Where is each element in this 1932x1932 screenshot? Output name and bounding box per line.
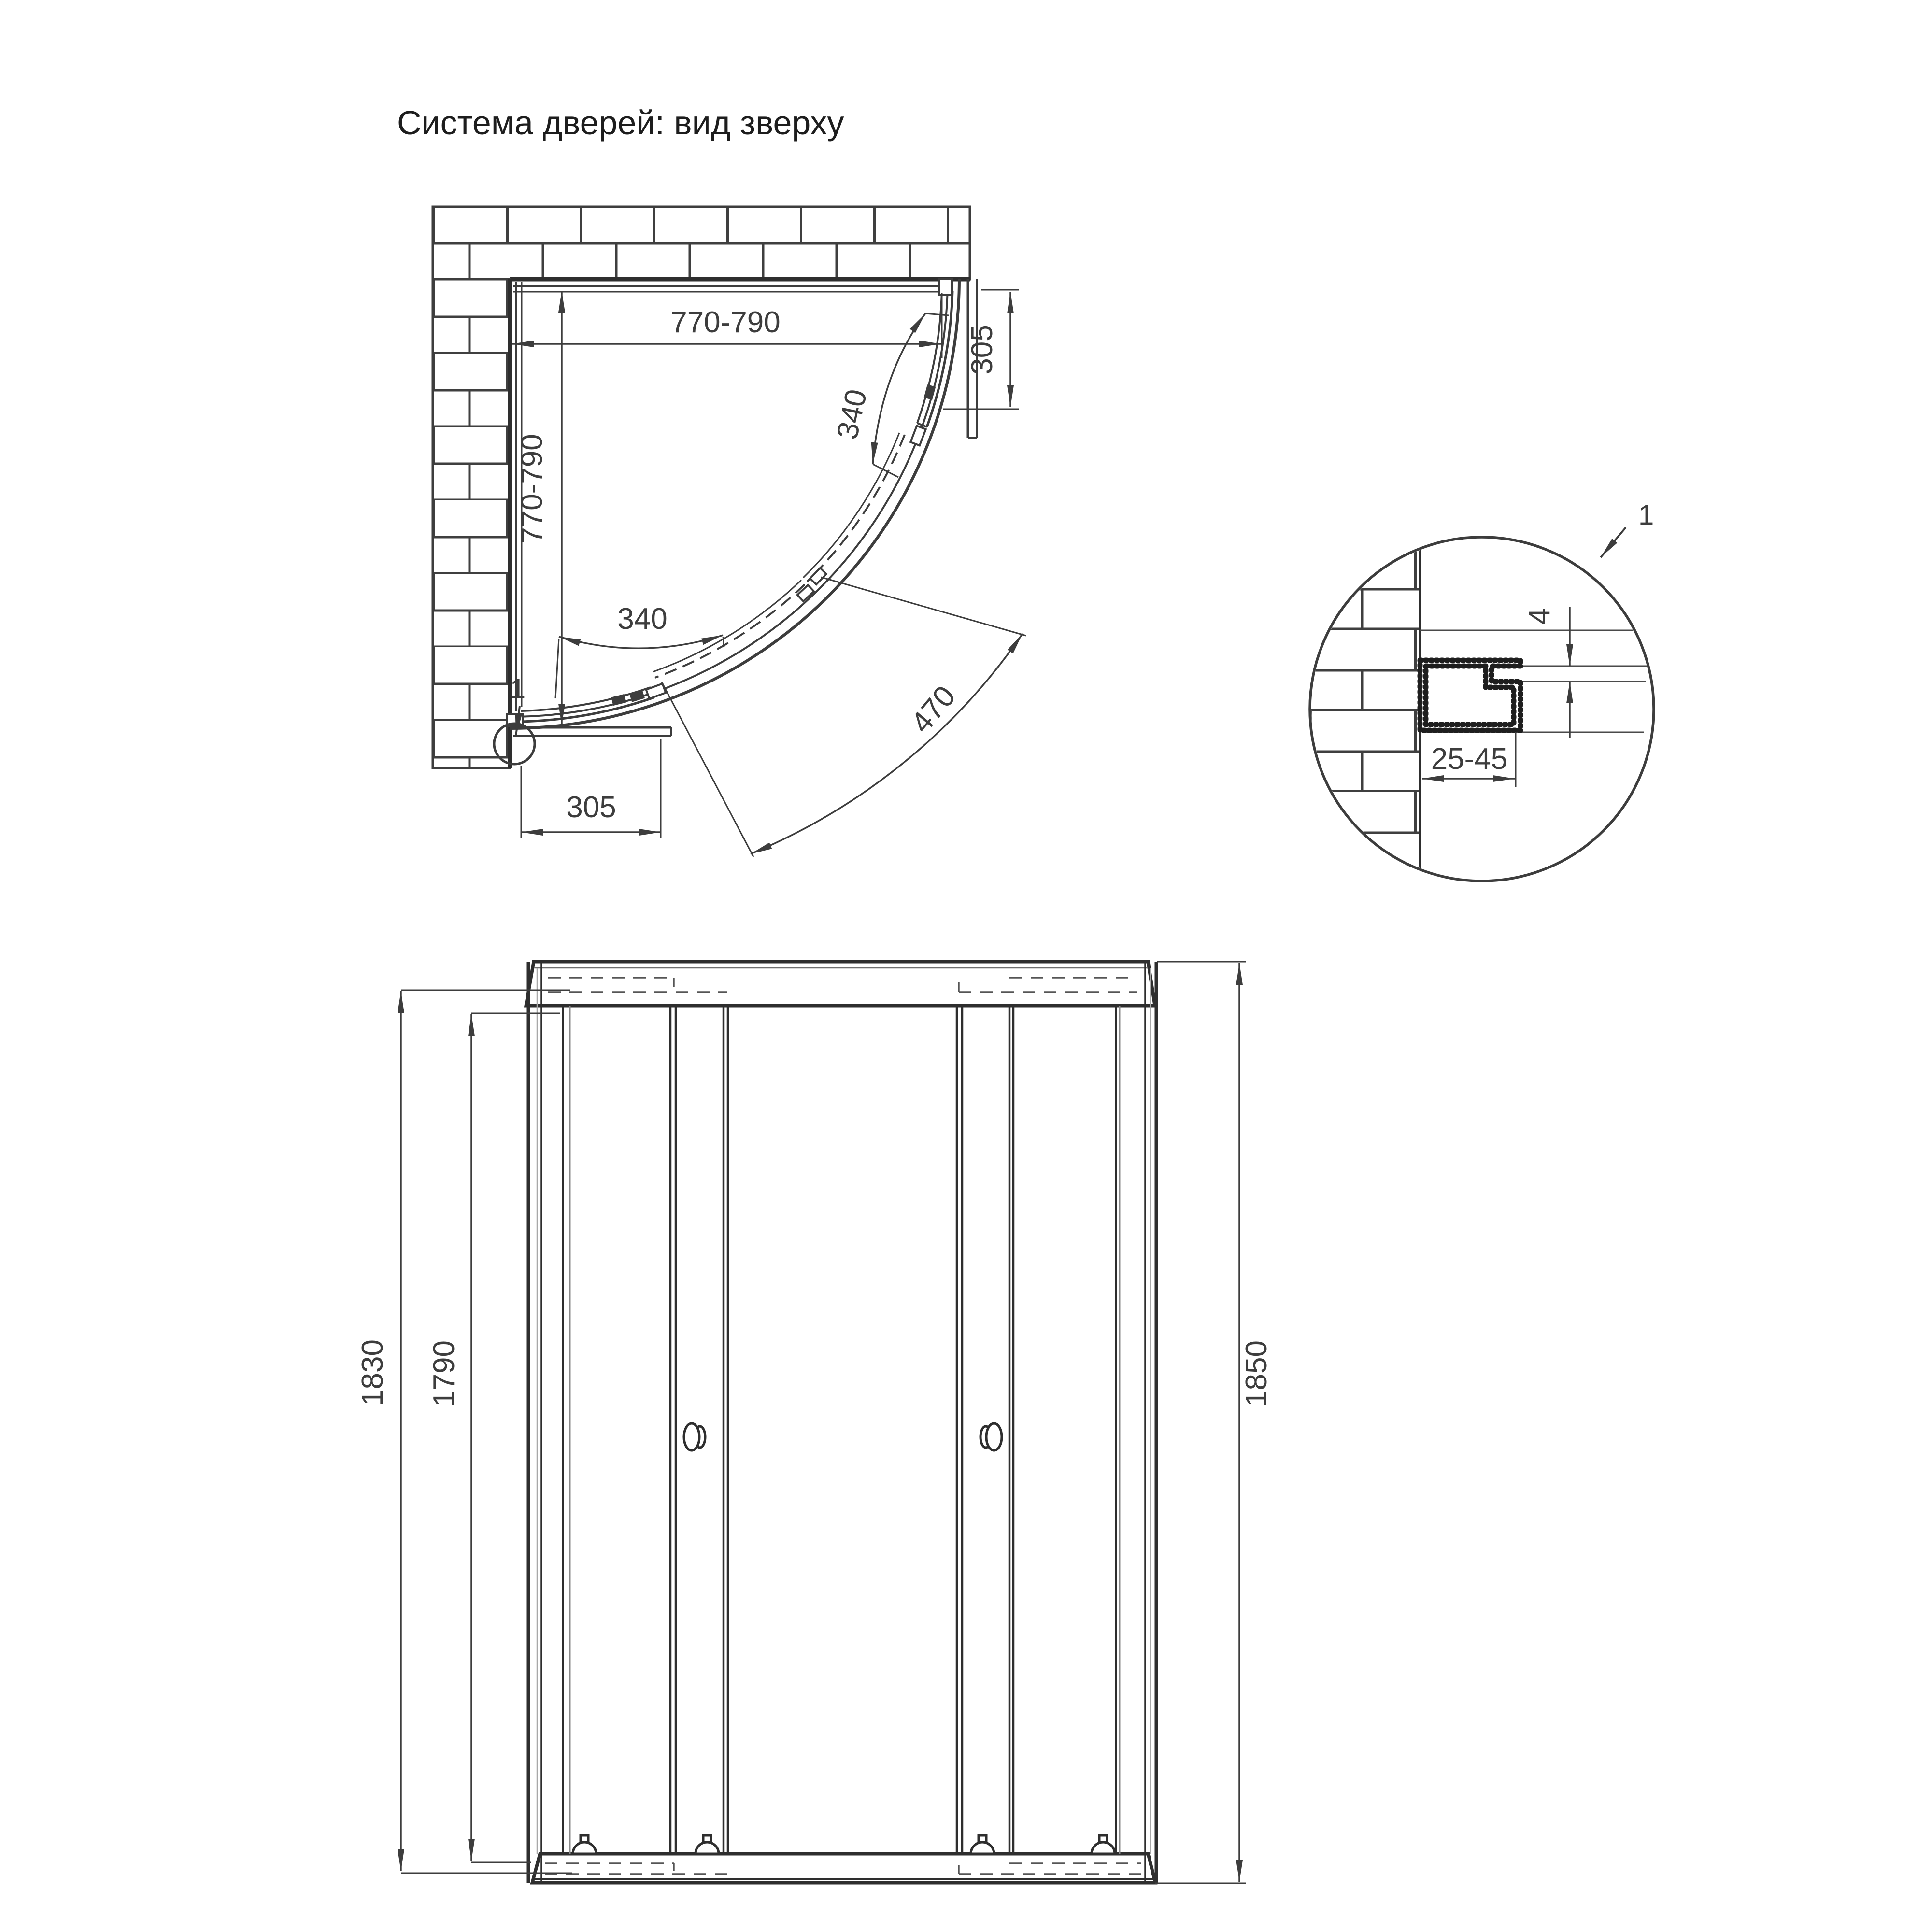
dim-1850-label: 1850 xyxy=(1240,1340,1273,1407)
roller-bottom xyxy=(646,683,666,698)
dim-470-arc xyxy=(662,577,1026,857)
brick-wall-top xyxy=(433,207,970,279)
dim-1790 xyxy=(427,1013,560,1862)
dim-1830 xyxy=(356,990,572,1873)
door1-handle-knob xyxy=(684,1423,699,1450)
door-hardware xyxy=(612,386,935,705)
roller xyxy=(573,1835,596,1854)
dim-4-label: 4 xyxy=(1523,608,1556,625)
bottom-rail xyxy=(532,1854,1155,1883)
door2-handle-knob xyxy=(986,1423,1002,1450)
top-anchor-bracket xyxy=(939,279,952,295)
brick-wall-left xyxy=(433,279,510,768)
vertical-frame-lines xyxy=(528,962,1156,1883)
dim-width-770-790 xyxy=(512,293,942,358)
sliding-door-lower xyxy=(653,580,805,678)
page-title: Система дверей: вид зверху xyxy=(397,104,844,142)
wall-profile-top xyxy=(513,286,945,292)
door-handles xyxy=(684,1423,1002,1450)
dim-340-lower xyxy=(555,602,724,698)
dim-340-lower-label: 340 xyxy=(617,602,668,636)
dim-305-bottom-label: 305 xyxy=(566,791,616,824)
roller-top xyxy=(910,426,926,446)
curved-rail-arcs xyxy=(510,279,959,728)
detail-callout-label: 1 xyxy=(1638,499,1654,531)
dim-470-label: 470 xyxy=(904,680,962,739)
dim-340-upper-label: 340 xyxy=(830,386,874,442)
roller xyxy=(696,1835,719,1854)
bracket-bl xyxy=(612,695,625,704)
bracket-tr xyxy=(925,386,935,399)
callout-1-label: 1 xyxy=(510,673,526,705)
dim-1850 xyxy=(1155,962,1273,1883)
clamp-door2-start xyxy=(797,585,814,601)
sliding-door-upper xyxy=(803,433,905,582)
top-rail xyxy=(526,962,1155,1006)
dim-width-label: 770-790 xyxy=(670,306,781,339)
dim-25-45-label: 25-45 xyxy=(1431,742,1508,776)
dim-height-label: 770-790 xyxy=(515,434,549,544)
dim-1830-label: 1830 xyxy=(356,1339,389,1406)
detail-view xyxy=(1310,499,1654,889)
dim-305-bottom xyxy=(521,739,661,838)
callout-1-detail xyxy=(1601,499,1654,557)
clamp-door1-end xyxy=(810,568,826,584)
dim-305-right-label: 305 xyxy=(966,325,999,375)
roller xyxy=(971,1835,994,1854)
dim-1790-label: 1790 xyxy=(427,1340,461,1407)
bottom-rollers xyxy=(573,1835,1115,1854)
roller xyxy=(1092,1835,1115,1854)
top-view xyxy=(433,207,1026,857)
front-view xyxy=(356,962,1273,1883)
